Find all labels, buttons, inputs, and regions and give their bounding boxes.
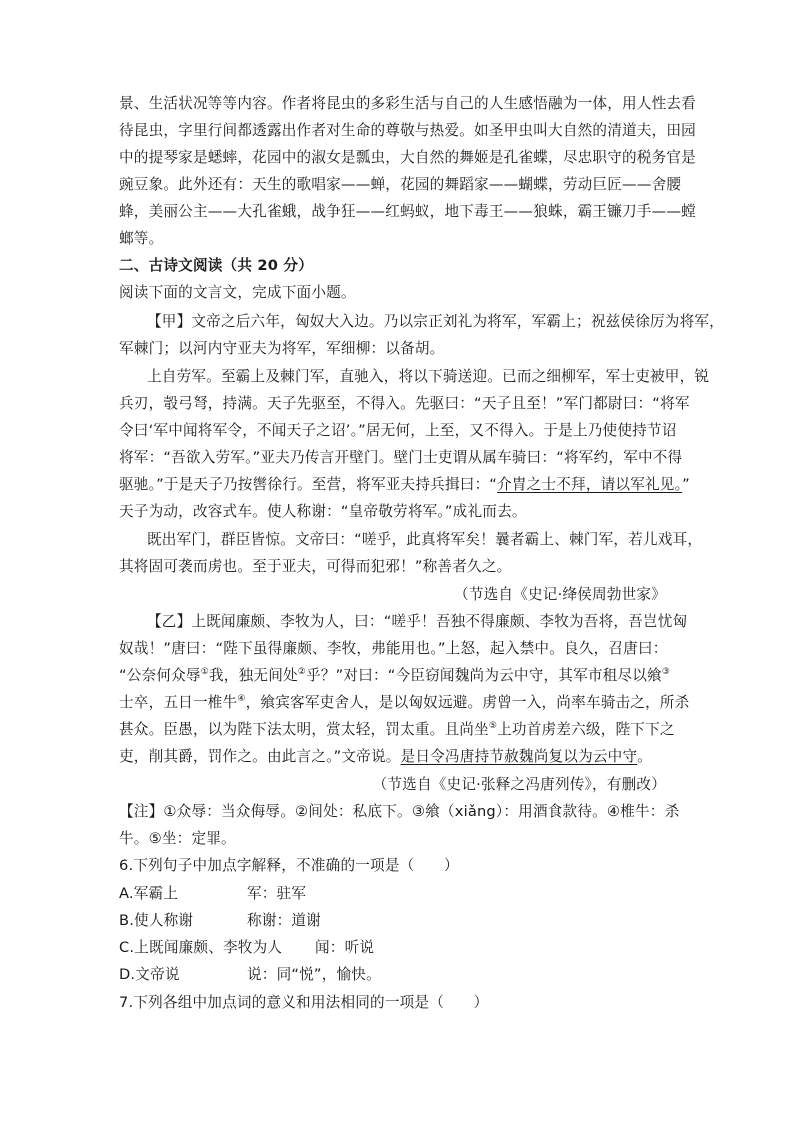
passage-text: 吏，削其爵，罚作之。由此言之。”文帝说。 bbox=[119, 748, 401, 765]
passage-text: 甚众。臣愚，以为陛下法太明，赏太轻，罚太重。且尚坐 bbox=[119, 721, 489, 738]
footnote-marker: ④ bbox=[237, 694, 246, 705]
passage-jia-line: 兵刃，彀弓弩，持满。天子先驱至，不得入。先驱曰：“天子且至！”军门都尉曰：“将军 bbox=[119, 395, 690, 412]
intro-line: 螂等。 bbox=[119, 230, 164, 247]
question-6-stem: 6.下列句子中加点字解释，不准确的一项是（ ） bbox=[119, 857, 459, 874]
passage-jia-line: 天子为动，改容式车。使人称谢：“皇帝敬劳将军。”成礼而去。 bbox=[119, 503, 527, 520]
intro-line: 中的提琴家是蟋蟀，花园中的淑女是瓢虫，大自然的舞姬是孔雀蝶，尽忠职守的税务官是 bbox=[119, 149, 696, 166]
option-gloss: 军：驻军 bbox=[247, 885, 307, 902]
passage-text: 驱驰。”于是天子乃按辔徐行。至营，将军亚夫持兵揖曰：“ bbox=[119, 476, 498, 493]
question-6-option-b[interactable] bbox=[119, 911, 321, 931]
passage-yi-line bbox=[119, 747, 652, 767]
intro-line: 豌豆象。此外还有：天生的歌唱家——蝉，花园的舞蹈家——蝴蝶，劳动巨匠——舍腰 bbox=[119, 176, 682, 193]
passage-jia-line: 上自劳军。至霸上及棘门军，直驰入，将以下骑送迎。已而之细柳军，军士吏被甲，锐 bbox=[147, 368, 710, 385]
passage-text: “公奈何众辱 bbox=[119, 667, 201, 684]
footnote-marker: ① bbox=[200, 667, 210, 678]
notes-line: 牛。⑤坐：定罪。 bbox=[119, 830, 236, 847]
footnote-marker: ⑤ bbox=[488, 721, 498, 732]
option-text: A.军霸上 bbox=[119, 885, 179, 902]
source-citation: （节选自《史记·张释之冯唐列传》，有删改） bbox=[372, 776, 666, 793]
passage-jia-line: 其将固可袭而虏也。至于亚夫，可得而犯邪！”称善者久之。 bbox=[119, 558, 512, 575]
notes-line: 【注】①众辱：当众侮辱。②间处：私底下。③飨（xiǎng）：用酒食款待。④椎牛：杀 bbox=[119, 803, 680, 820]
option-text: D.文帝说 bbox=[119, 966, 180, 983]
intro-line: 景、生活状况等等内容。作者将昆虫的多彩生活与自己的人生感悟融为一体，用人性去看 bbox=[119, 95, 696, 112]
question-7-stem: 7.下列各组中加点词的意义和用法相同的一项是（ ） bbox=[119, 994, 489, 1011]
option-gloss: 闻：听说 bbox=[315, 939, 375, 956]
section-heading: 二、古诗文阅读（共 20 分） bbox=[119, 257, 314, 274]
passage-text: ，飨宾客军吏舍人，是以匈奴远避。虏曾一入，尚率车骑击之，所杀 bbox=[245, 694, 690, 711]
passage-jia-line: 【甲】文帝之后六年，匈奴大入边。乃以宗正刘礼为将军，军霸上；祝兹侯徐厉为将军， bbox=[147, 313, 724, 330]
intro-line: 待昆虫，字里行间都透露出作者对生命的尊敬与热爱。如圣甲虫叫大自然的清道夫，田园 bbox=[119, 122, 696, 139]
passage-text: ” bbox=[682, 476, 690, 493]
passage-yi-line: 【乙】上既闻廉颇、李牧为人，曰：“嗟乎！吾独不得廉颇、李牧为吾将，吾岂忧匈 bbox=[147, 613, 688, 630]
intro-line: 蜂，美丽公主——大孔雀蛾，战争狂——红蚂蚁，地下毒王——狼蛛，霸王镰刀手——螳 bbox=[119, 203, 696, 220]
passage-jia-line: 既出军门，群臣皆惊。文帝曰：“嗟乎，此真将军矣！曩者霸上、棘门军，若儿戏耳， bbox=[147, 531, 703, 548]
passage-text: 。 bbox=[637, 748, 653, 765]
question-6-option-a[interactable] bbox=[119, 884, 306, 904]
question-6-option-c[interactable] bbox=[119, 938, 374, 958]
passage-jia-line: 军棘门；以河内守亚夫为将军，军细柳：以备胡。 bbox=[119, 340, 445, 357]
passage-jia-line bbox=[119, 475, 690, 495]
underlined-sentence: 是日令冯唐持节赦魏尚复以为云中守 bbox=[400, 748, 638, 765]
footnote-marker: ② bbox=[297, 667, 307, 678]
passage-text: 士卒，五日一椎牛 bbox=[119, 694, 238, 711]
passage-yi-line: 奴哉！”唐曰：“陛下虽得廉颇、李牧，弗能用也。”上怒，起入禁中。良久，召唐曰： bbox=[119, 640, 668, 657]
passage-text: 我，独无间处 bbox=[209, 667, 298, 684]
passage-yi-line bbox=[119, 693, 689, 713]
passage-yi-line bbox=[119, 720, 675, 740]
passage-jia-line: 令曰‘军中闻将军令，不闻天子之诏’。”居无何，上至，又不得入。于是上乃使使持节诏 bbox=[119, 422, 677, 439]
passage-yi-line bbox=[119, 666, 670, 686]
option-gloss: 说：同“悦”，愉快。 bbox=[247, 966, 381, 983]
question-6-option-d[interactable] bbox=[119, 965, 381, 985]
option-gloss: 称谢：道谢 bbox=[247, 912, 321, 929]
section-instruction: 阅读下面的文言文，完成下面小题。 bbox=[119, 284, 356, 301]
passage-text: 上功首虏差六级，陛下下之 bbox=[497, 721, 675, 738]
option-text: B.使人称谢 bbox=[119, 912, 194, 929]
passage-text: 乎？”对曰：“今臣窃闻魏尚为云中守，其军市租尽以飨 bbox=[306, 667, 662, 684]
footnote-marker: ③ bbox=[661, 667, 671, 678]
passage-jia-line: 将军：“吾欲入劳军。”亚夫乃传言开壁门。壁门士吏谓从属车骑曰：“将军约，军中不得 bbox=[119, 449, 683, 466]
underlined-sentence: 介胄之士不拜，请以军礼见。 bbox=[497, 476, 683, 493]
source-citation: （节选自《史记·绛侯周勃世家》 bbox=[454, 586, 666, 603]
option-text: C.上既闻廉颇、李牧为人 bbox=[119, 939, 283, 956]
